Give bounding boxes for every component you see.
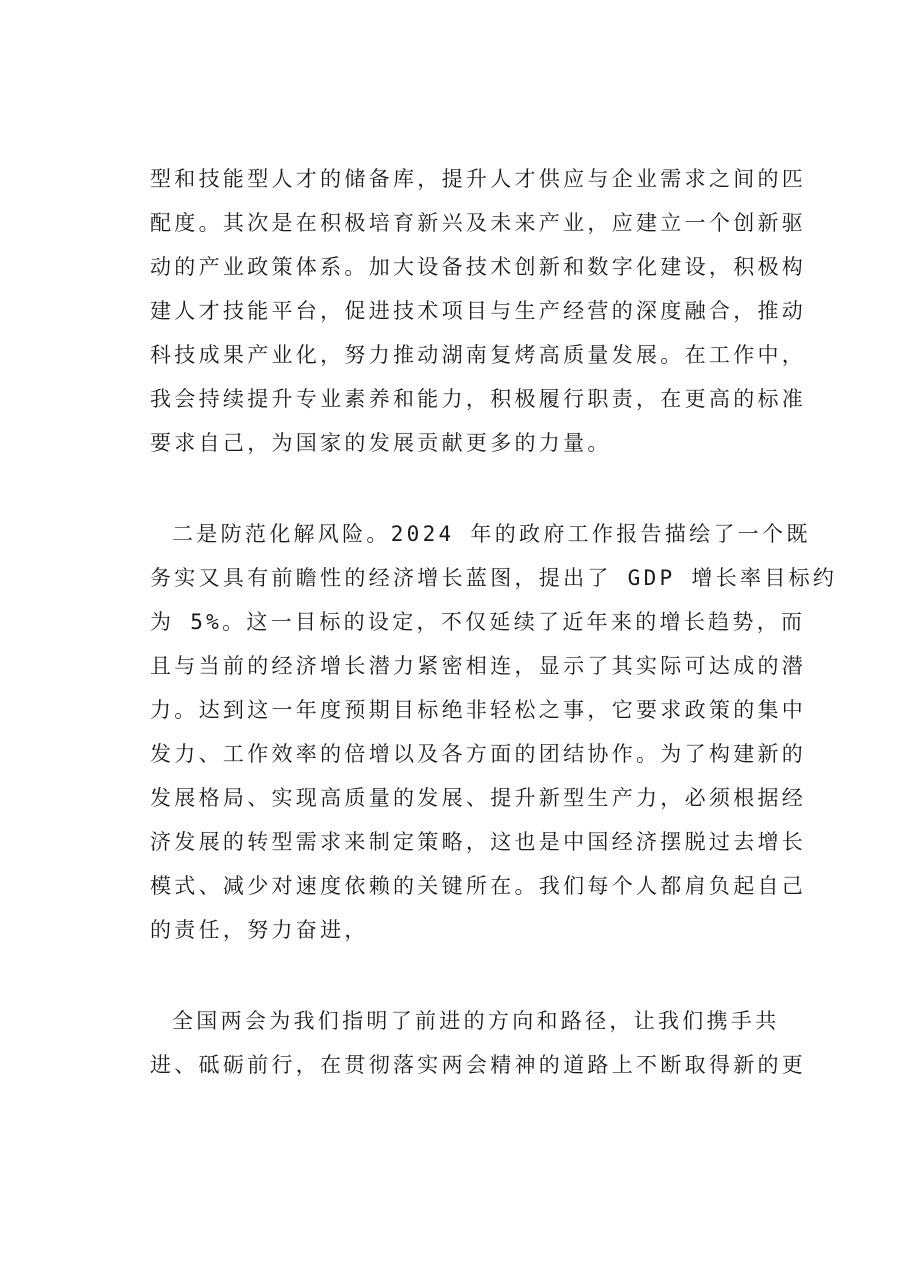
text-line: 动的产业政策体系。加大设备技术创新和数字化建设，积极构 <box>150 255 807 279</box>
text-line: 发力、工作效率的倍增以及各方面的团结协作。为了构建新的 <box>150 742 807 766</box>
text-line: 全国两会为我们指明了前进的方向和路径，让我们携手共 <box>172 1009 780 1033</box>
text-line: 的责任，努力奋进， <box>150 918 369 942</box>
text-line: 模式、减少对速度依赖的关键所在。我们每个人都肩负起自己 <box>150 874 807 898</box>
text-line: 建人才技能平台，促进技术项目与生产经营的深度融合，推动 <box>150 299 807 323</box>
text-line: 力。达到这一年度预期目标绝非轻松之事，它要求政策的集中 <box>150 698 807 722</box>
text-line: 且与当前的经济增长潜力紧密相连，显示了其实际可达成的潜 <box>150 654 807 678</box>
text-line: 二是防范化解风险。2024 年的政府工作报告描绘了一个既 <box>172 522 811 546</box>
text-line: 务实又具有前瞻性的经济增长蓝图，提出了 GDP 增长率目标约 <box>150 566 838 590</box>
text-line: 为 5%。这一目标的设定，不仅延续了近年来的增长趋势，而 <box>150 610 806 634</box>
text-line: 发展格局、实现高质量的发展、提升新型生产力，必须根据经 <box>150 786 807 810</box>
text-line: 要求自己，为国家的发展贡献更多的力量。 <box>150 431 612 455</box>
text-line: 科技成果产业化，努力推动湖南复烤高质量发展。在工作中， <box>150 343 807 367</box>
text-line: 进、砥砺前行，在贯彻落实两会精神的道路上不断取得新的更 <box>150 1053 807 1077</box>
text-line: 济发展的转型需求来制定策略，这也是中国经济摆脱过去增长 <box>150 830 807 854</box>
text-line: 我会持续提升专业素养和能力，积极履行职责，在更高的标准 <box>150 387 807 411</box>
text-line: 型和技能型人才的储备库，提升人才供应与企业需求之间的匹 <box>150 167 807 191</box>
text-line: 配度。其次是在积极培育新兴及未来产业，应建立一个创新驱 <box>150 211 807 235</box>
